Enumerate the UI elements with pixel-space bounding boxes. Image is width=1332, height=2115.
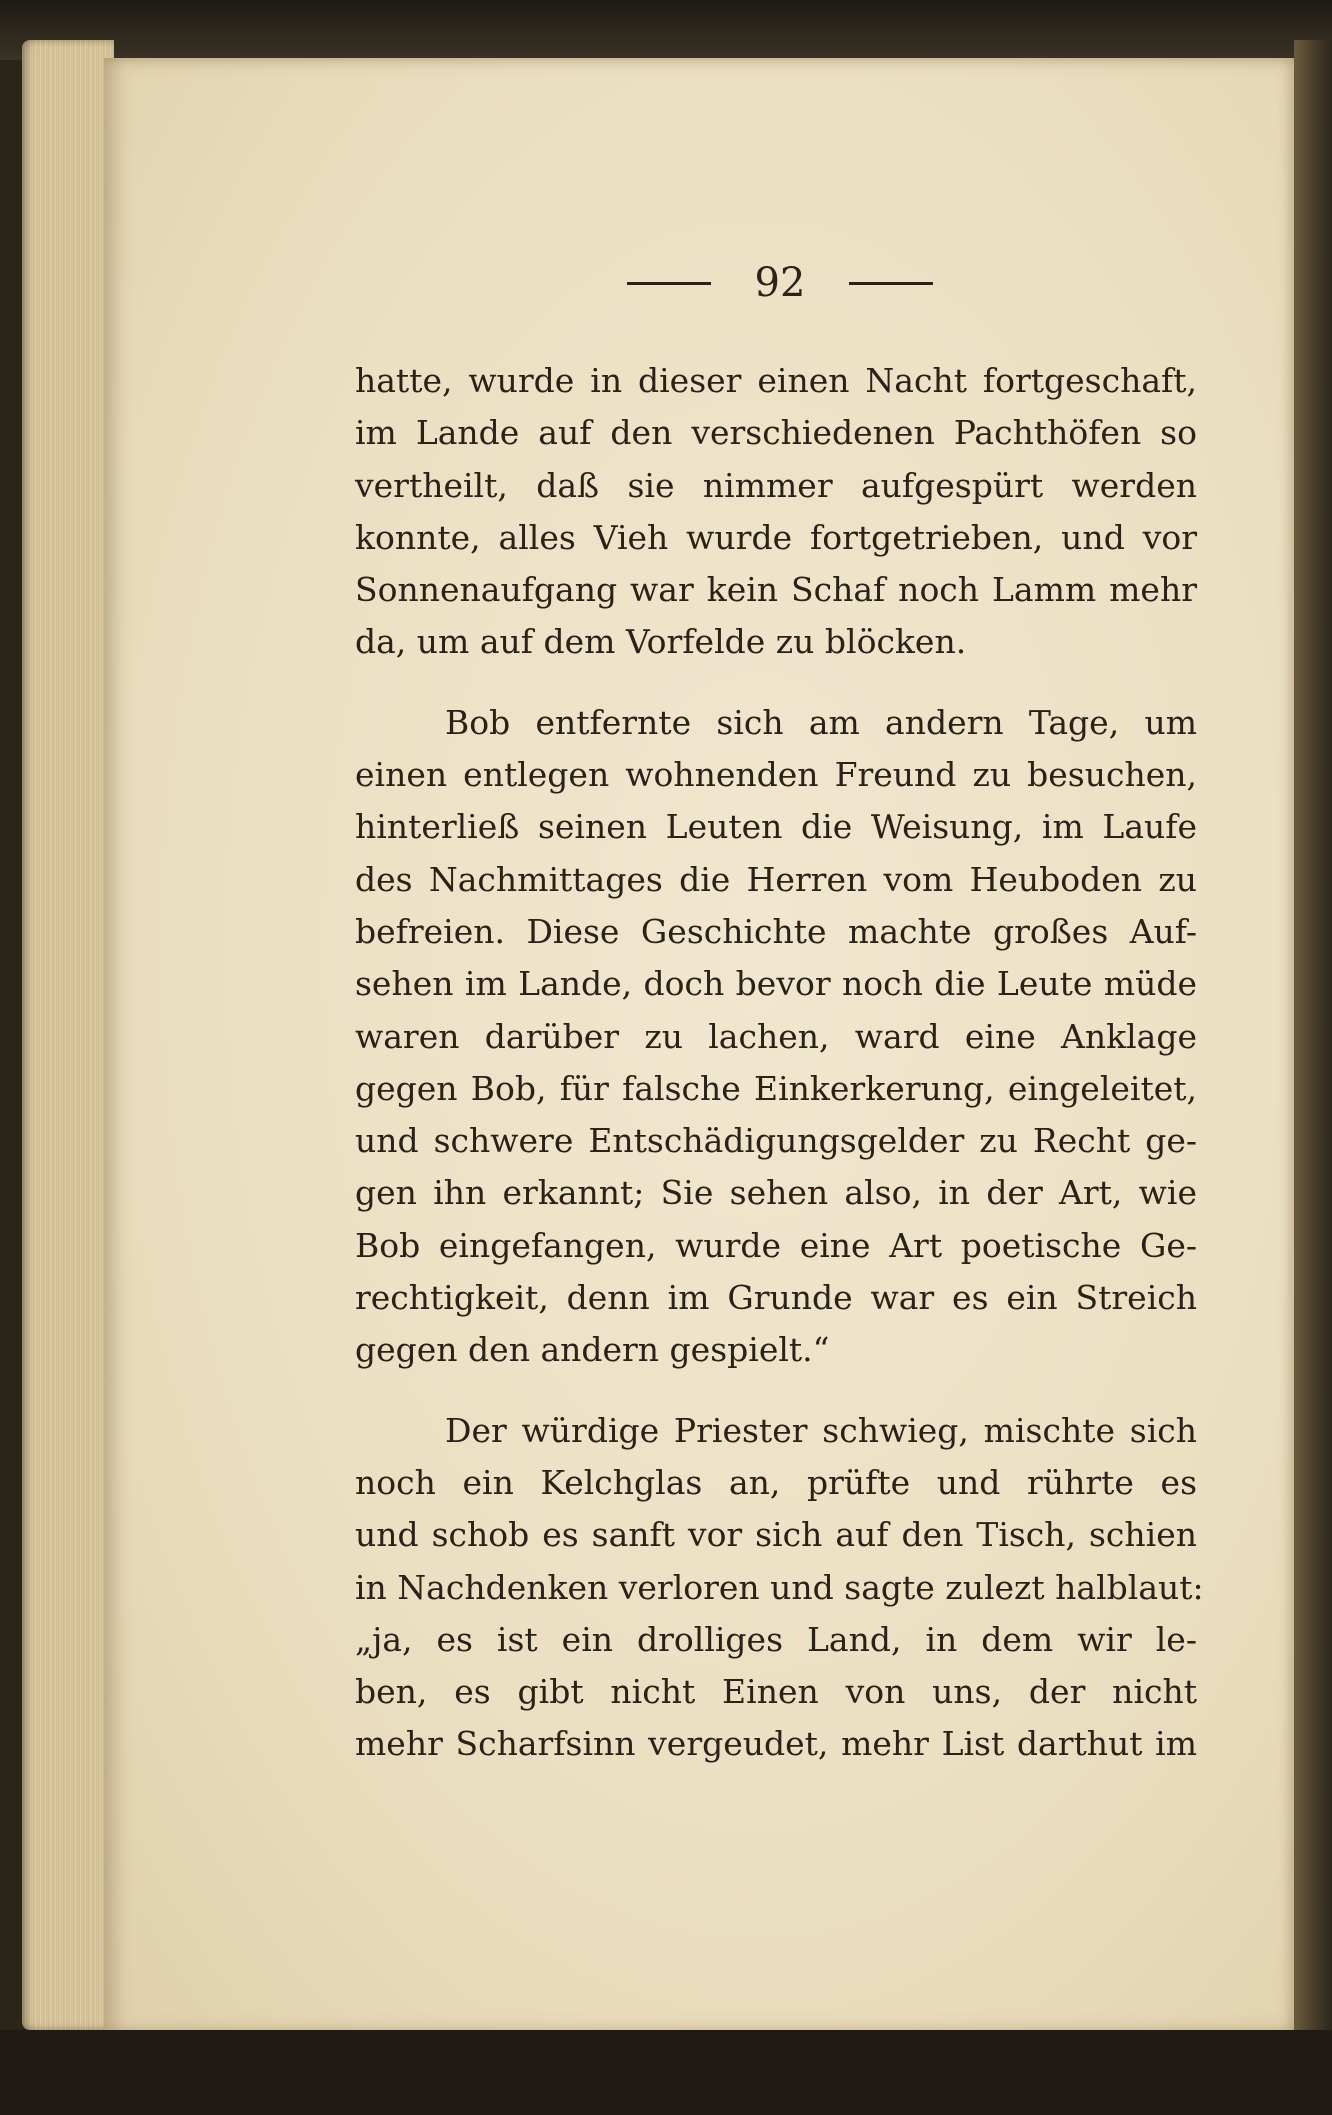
text-line: gen ihn erkannt; Sie sehen also, in der Art, wie [355,1173,1197,1213]
left-rule [627,282,711,285]
book-cover-edge [1294,40,1332,2115]
text-line: Bob eingefangen, wurde eine Art poetische Ge- [355,1225,1197,1265]
text-line: hinterließ seinen Leuten die Weisung, im Laufe [355,807,1197,847]
text-line: Bob entfernte sich am andern Tage, um [445,702,1197,742]
text-line: im Lande auf den verschiedenen Pachthöfen so [355,413,1197,453]
paragraph [355,1405,1204,1771]
text-line: Der würdige Priester schwieg, mischte sich [445,1410,1197,1450]
page-stack-edge [22,40,114,2030]
background-bottom [0,2030,1332,2115]
text-line: befreien. Diese Geschichte machte großes Auf- [355,911,1197,951]
paragraph [355,355,1197,669]
page-number: 92 [754,260,806,306]
background-top [0,0,1332,60]
text-line: konnte, alles Vieh wurde fortgetrieben, und vor [355,517,1197,557]
text-line: in Nachdenken verloren und sagte zulezt halblaut: [355,1567,1204,1607]
text-line: mehr Scharfsinn vergeudet, mehr List darthut im [355,1724,1197,1764]
right-rule [849,282,933,285]
text-line: gegen Bob, für falsche Einkerkerung, eingeleitet, [355,1068,1197,1108]
text-line: gegen den andern gespielt.“ [355,1330,830,1370]
text-line: Sonnenaufgang war kein Schaf noch Lamm mehr [355,570,1197,610]
text-line: sehen im Lande, doch bevor noch die Leute müde [355,964,1197,1004]
body-text [355,355,1204,1799]
text-line: und schwere Entschädigungsgelder zu Recht ge- [355,1121,1197,1161]
text-line: und schob es sanft vor sich auf den Tisch, schien [355,1515,1197,1555]
page-number-header [600,258,960,308]
text-line: vertheilt, daß sie nimmer aufgespürt werden [355,465,1197,505]
text-line: ben, es gibt nicht Einen von uns, der nicht [355,1672,1197,1712]
text-line: noch ein Kelchglas an, prüfte und rührte es [355,1462,1197,1502]
paragraph [355,697,1197,1377]
text-line: einen entlegen wohnenden Freund zu besuchen, [355,755,1197,795]
text-line: da, um auf dem Vorfelde zu blöcken. [355,622,967,662]
text-line: rechtigkeit, denn im Grunde war es ein Streich [355,1278,1197,1318]
text-line: des Nachmittages die Herren vom Heuboden zu [355,859,1197,899]
text-line: hatte, wurde in dieser einen Nacht fortgeschaft, [355,361,1197,400]
text-line: „ja, es ist ein drolliges Land, in dem wir le- [355,1619,1197,1659]
text-line: waren darüber zu lachen, ward eine Anklage [355,1016,1197,1056]
